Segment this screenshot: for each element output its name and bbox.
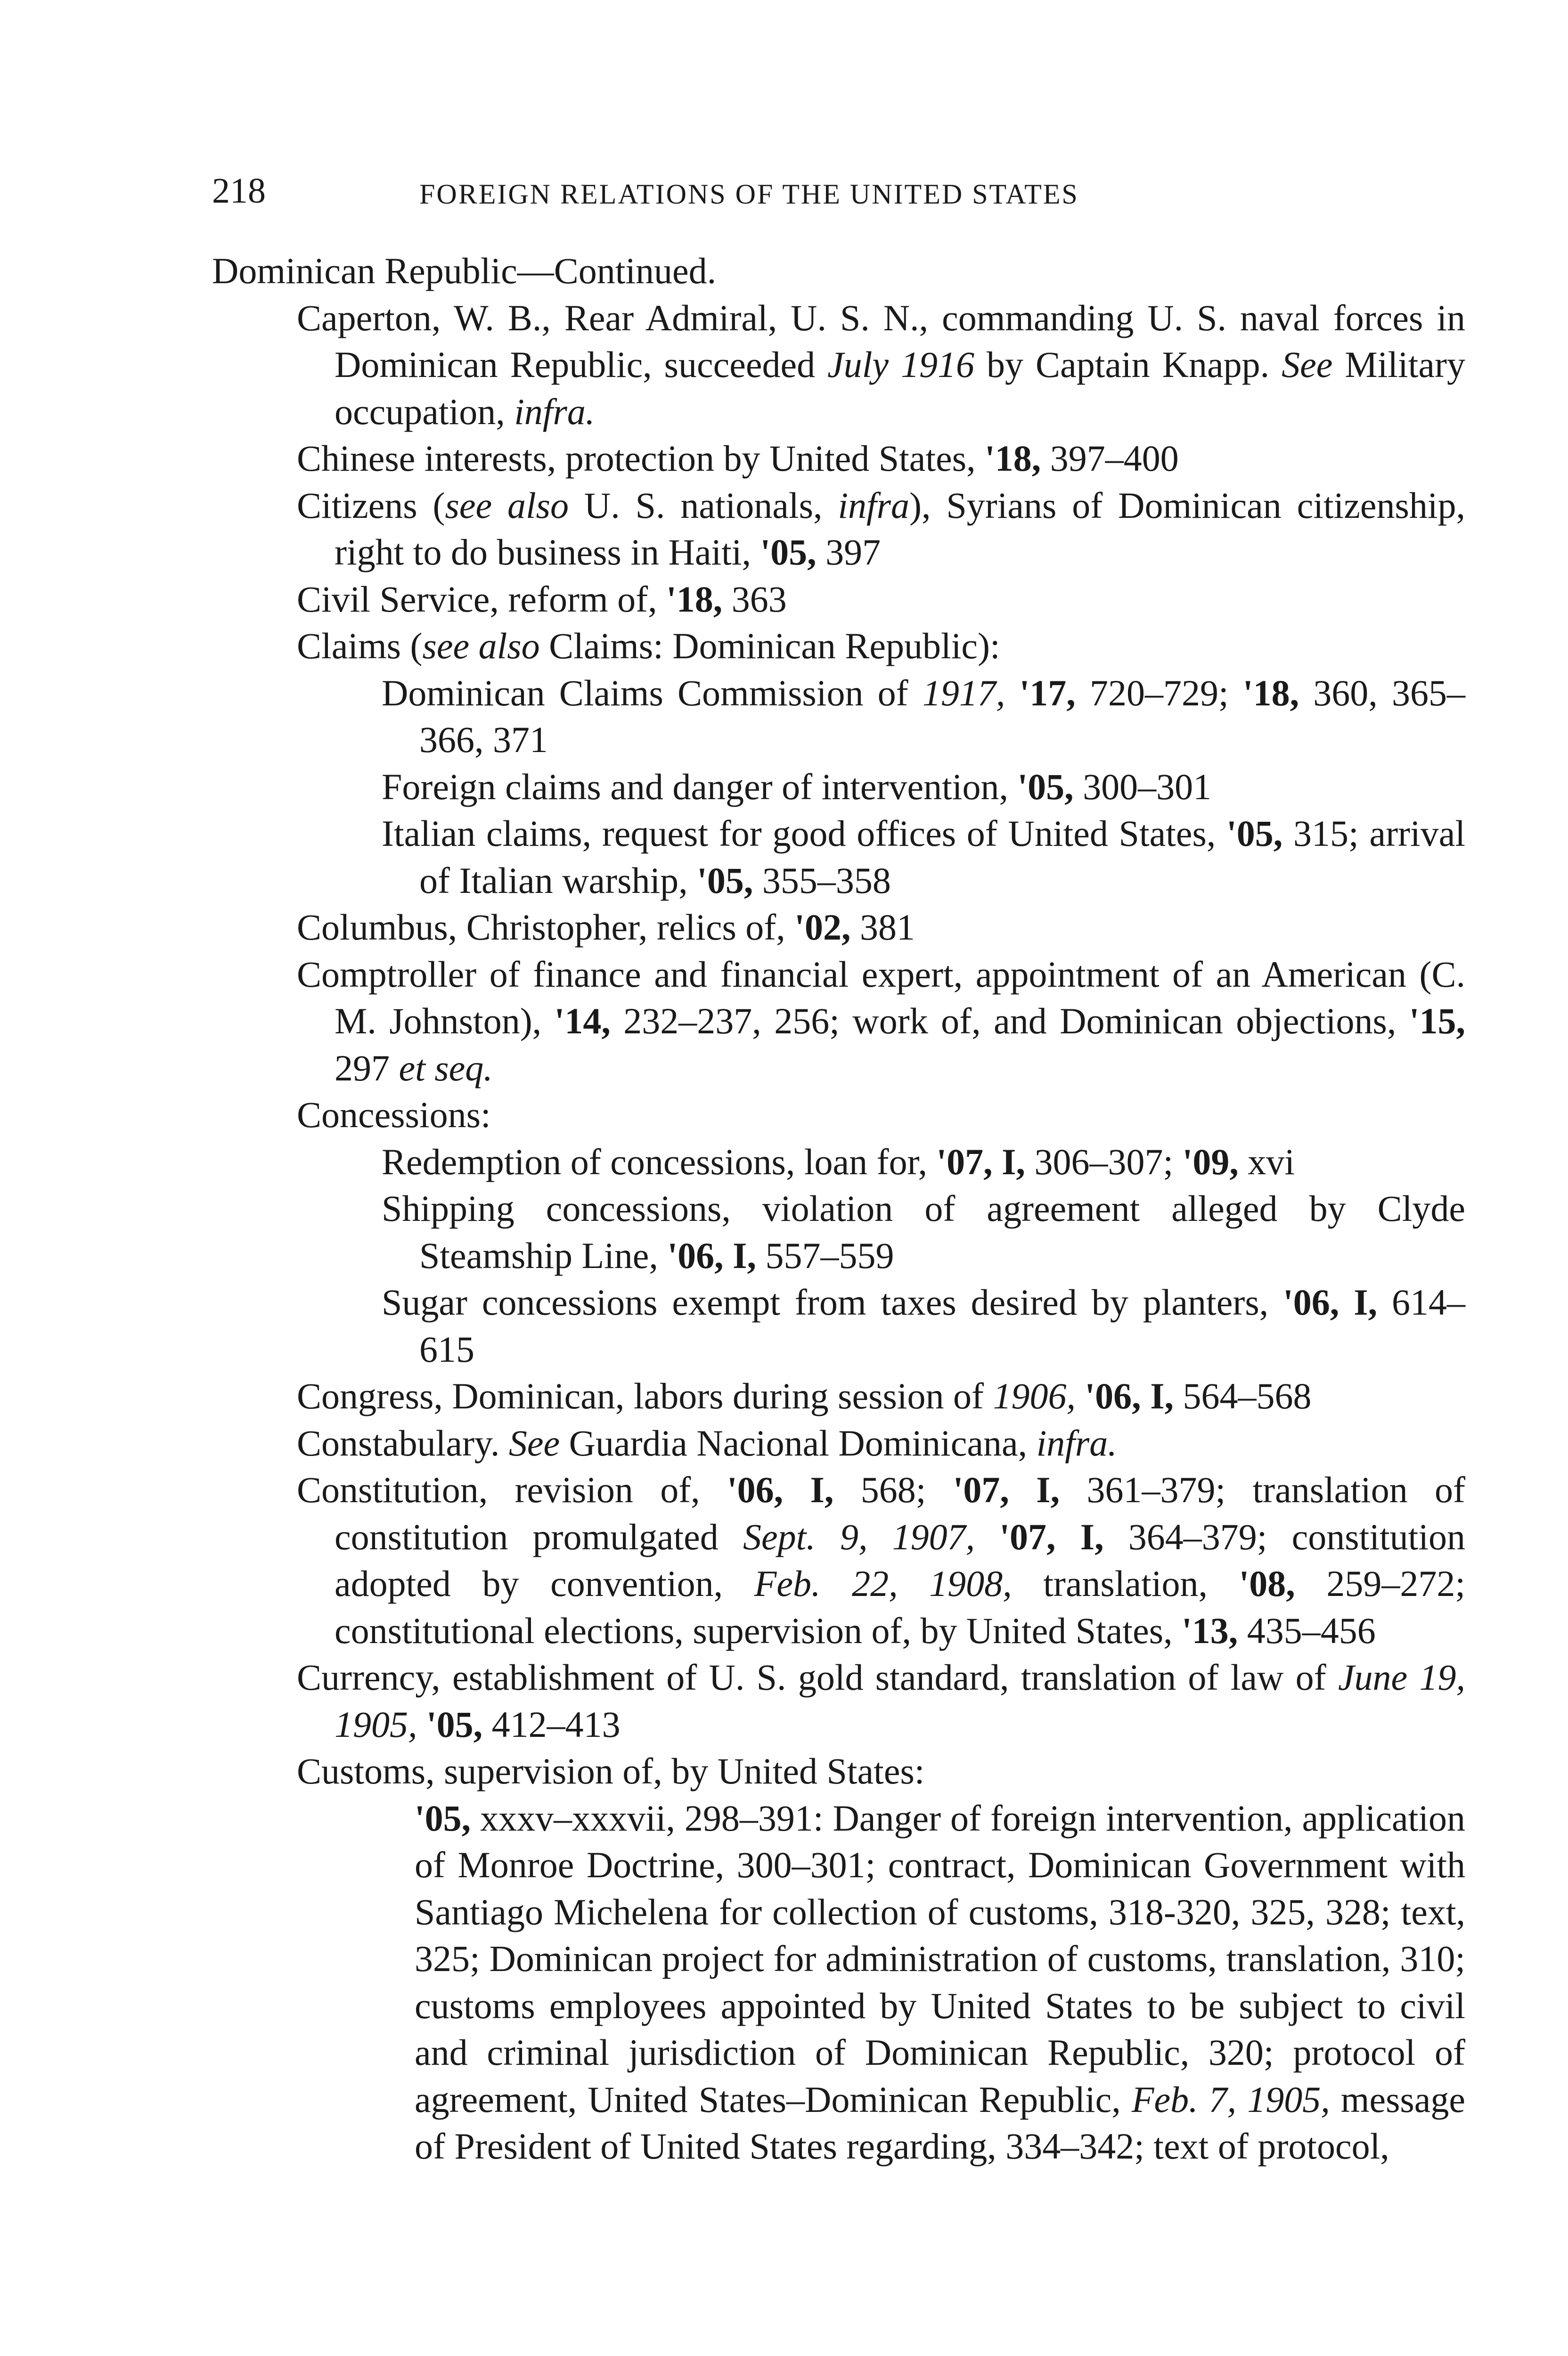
entry-chinese-interests: Chinese interests, protection by United States, '18, 397–400 bbox=[297, 438, 1179, 479]
subentry-italian-claims: Italian claims, request for good offices of United States, '05, 315; arrival of Italian warship, '05, 355–358 bbox=[382, 813, 1465, 901]
subentry-customs-1905: '05, xxxv–xxxvii, 298–391: Danger of foreign intervention, application of Monroe Doctrine, 300–301; contract, Dominican Government with Santiago Michelena for collection of customs, 318-320, 325, 328; text, 325; Dominican project for administration of customs, translation, 310; customs employees appointed by United States to be subject to civil and criminal jurisdiction of Dominican Republic, 320; protocol of agreement, United States–Dominican Republic, Feb. 7, 1905, message of President of United States regarding, 334–342; text of protocol, bbox=[415, 1797, 1466, 2167]
entry-constabulary: Constabulary. See Guardia Nacional Dominicana, infra. bbox=[297, 1422, 1117, 1464]
entry-columbus: Columbus, Christopher, relics of, '02, 381 bbox=[297, 907, 915, 948]
entry-comptroller: Comptroller of finance and financial expert, appointment of an American (C. M. Johnston), '14, 232–237, 256; work of, and Dominican objections, '15, 297 et seq. bbox=[297, 953, 1465, 1088]
entry-customs: Customs, supervision of, by United States: bbox=[297, 1751, 925, 1792]
subentry-foreign-claims: Foreign claims and danger of intervention, '05, 300–301 bbox=[382, 766, 1212, 807]
entry-currency: Currency, establishment of U. S. gold standard, translation of law of June 19, 1905, '05, 412–413 bbox=[297, 1657, 1465, 1745]
page-number: 218 bbox=[212, 171, 266, 211]
subentry-claims-commission: Dominican Claims Commission of 1917, '17, 720–729; '18, 360, 365–366, 371 bbox=[382, 672, 1466, 760]
subentry-shipping-concessions: Shipping concessions, violation of agreement alleged by Clyde Steamship Line, '06, I, 557–559 bbox=[382, 1188, 1465, 1276]
subentry-redemption-of-concessions: Redemption of concessions, loan for, '07, I, 306–307; '09, xvi bbox=[382, 1141, 1295, 1182]
subentry-sugar-concessions: Sugar concessions exempt from taxes desired by planters, '06, I, 614–615 bbox=[382, 1282, 1466, 1370]
entry-concessions: Concessions: bbox=[297, 1094, 491, 1135]
entry-heading-dominican-republic: Dominican Republic—Continued. bbox=[212, 250, 717, 291]
entry-caperton: Caperton, W. B., Rear Admiral, U. S. N., commanding U. S. naval forces in Dominican Republic, succeeded July 1916 by Captain Knapp. See Military occupation, infra. bbox=[297, 297, 1465, 432]
page-header bbox=[212, 167, 1296, 219]
index-entries bbox=[212, 247, 1465, 2170]
entry-citizens: Citizens (see also U. S. nationals, infra), Syrians of Dominican citizenship, right to do business in Haiti, '05, 397 bbox=[297, 484, 1465, 573]
entry-congress: Congress, Dominican, labors during session of 1906, '06, I, 564–568 bbox=[297, 1375, 1312, 1416]
entry-civil-service: Civil Service, reform of, '18, 363 bbox=[297, 578, 787, 620]
entry-constitution: Constitution, revision of, '06, I, 568; '07, I, 361–379; translation of constitution promulgated Sept. 9, 1907, '07, I, 364–379; constitution adopted by convention, Feb. 22, 1908, translation, '08, 259–272; constitutional elections, supervision of, by United States, '13, 435–456 bbox=[297, 1469, 1466, 1651]
running-title: FOREIGN RELATIONS OF THE UNITED STATES bbox=[419, 179, 1079, 210]
entry-claims: Claims (see also Claims: Dominican Republic): bbox=[297, 625, 1000, 666]
